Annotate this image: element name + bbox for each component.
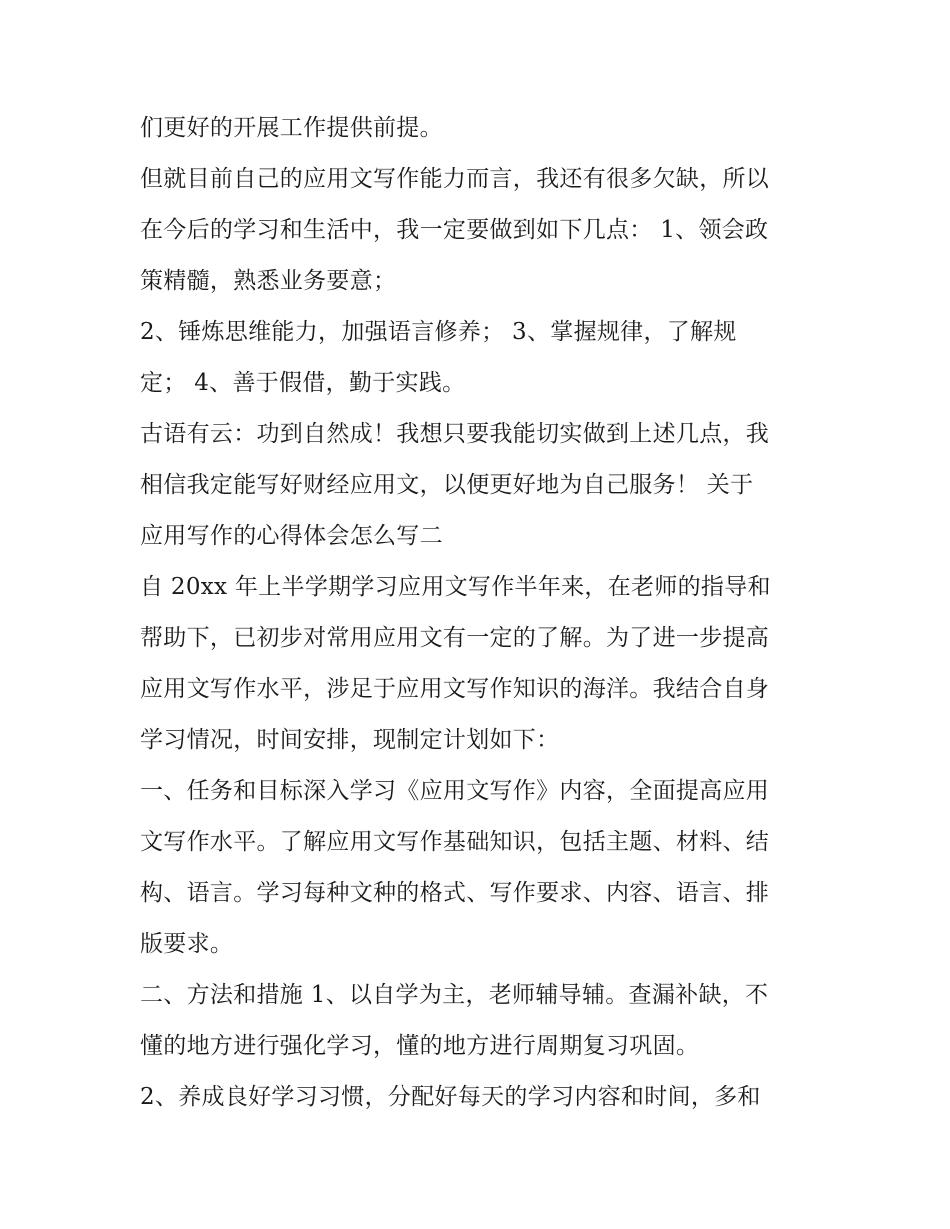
text-line: 策精髓，熟悉业务要意； bbox=[140, 268, 397, 294]
text-line: 应用文写作水平，涉足于应用文写作知识的海洋。我结合自身 bbox=[140, 676, 770, 702]
text-line: 但就目前自己的应用文写作能力而言，我还有很多欠缺，所以 bbox=[140, 166, 770, 192]
text-line: 在今后的学习和生活中，我一定要做到如下几点： 1、领会政 bbox=[140, 217, 769, 243]
text-line: 文写作水平。了解应用文写作基础知识，包括主题、材料、结 bbox=[140, 829, 770, 855]
text-line: 帮助下，已初步对常用应用文有一定的了解。为了进一步提高 bbox=[140, 625, 770, 651]
text-line: 一、任务和目标深入学习《应用文写作》内容，全面提高应用 bbox=[140, 778, 770, 804]
text-line: 定； 4、善于假借，勤于实践。 bbox=[140, 370, 466, 396]
text-line: 相信我定能写好财经应用文，以便更好地为自己服务！ 关于 bbox=[140, 472, 754, 498]
text-line: 懂的地方进行强化学习，懂的地方进行周期复习巩固。 bbox=[140, 1033, 700, 1059]
text-line: 们更好的开展工作提供前提。 bbox=[140, 115, 443, 141]
text-line: 版要求。 bbox=[140, 931, 234, 957]
section-heading: 应用写作的心得体会怎么写二 bbox=[140, 523, 443, 549]
text-line: 2、锤炼思维能力，加强语言修养； 3、掌握规律，了解规 bbox=[140, 319, 737, 345]
text-line: 2、养成良好学习习惯，分配好每天的学习内容和时间，多和 bbox=[140, 1084, 761, 1110]
text-line: 二、方法和措施 1、以自学为主，老师辅导辅。查漏补缺，不 bbox=[140, 982, 769, 1008]
text-line: 古语有云：功到自然成！我想只要我能切实做到上述几点，我 bbox=[140, 421, 770, 447]
text-line: 学习情况，时间安排，现制定计划如下： bbox=[140, 727, 560, 753]
text-line: 构、语言。学习每种文种的格式、写作要求、内容、语言、排 bbox=[140, 880, 770, 906]
text-line: 自 20xx 年上半学期学习应用文写作半年来，在老师的指导和 bbox=[140, 574, 771, 600]
